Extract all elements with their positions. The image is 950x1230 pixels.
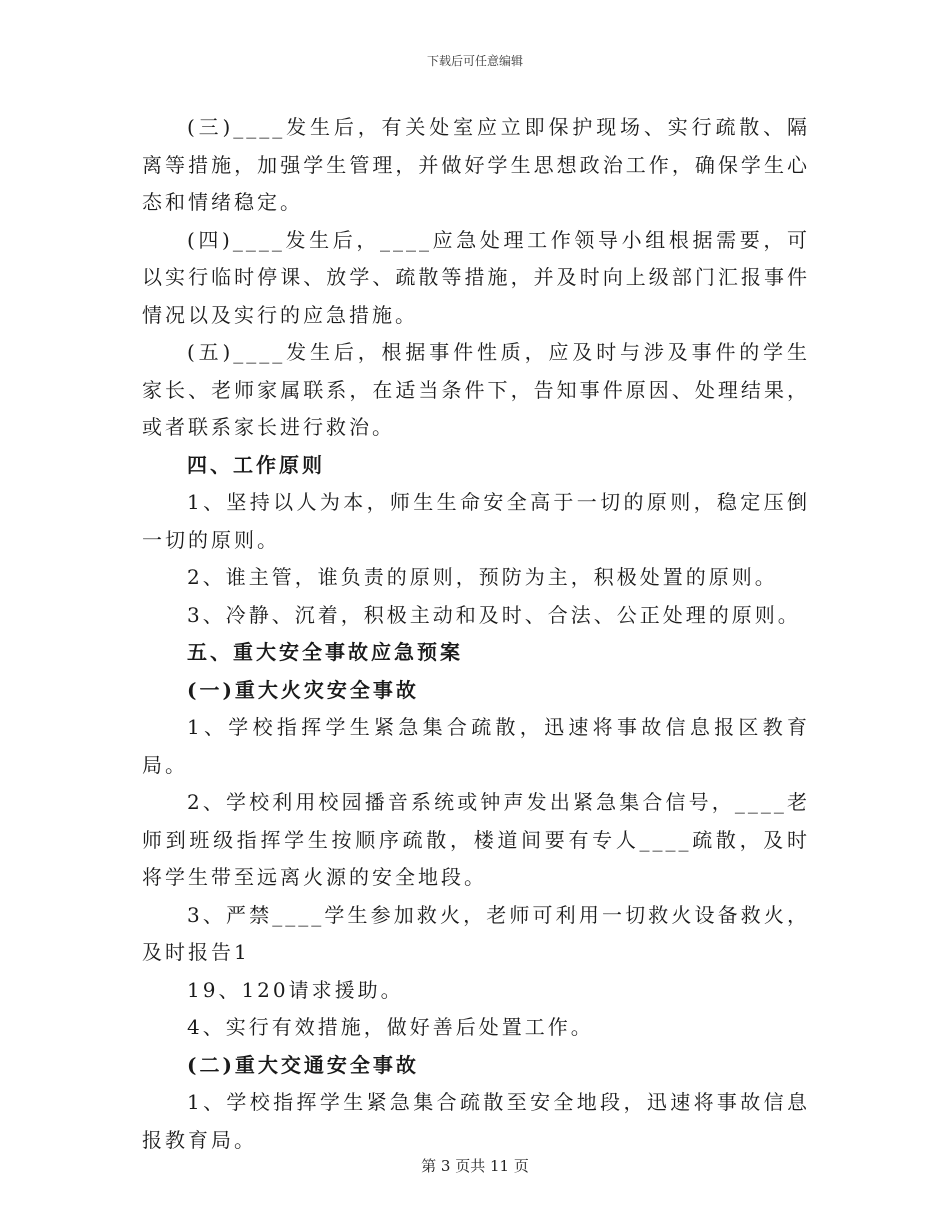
paragraph: 19、120请求援助。 [187, 977, 404, 1002]
section-heading: 四、工作原则 [187, 452, 325, 477]
page-number: 第 3 页共 11 页 [421, 1157, 529, 1175]
paragraph: 1、坚持以人为本，师生生命安全高于一切的原则，稳定压倒一切的原则。 [142, 490, 810, 552]
page-header: 下载后可任意编辑 [426, 54, 523, 68]
subsection-heading: (二)重大交通安全事故 [187, 1052, 419, 1077]
paragraph: (三)____发生后，有关处室应立即保护现场、实行疏散、隔离等措施，加强学生管理，并做好学生思想政治工作，确保学生心态和情绪稳定。 [142, 115, 810, 214]
paragraph: 1、学校指挥学生紧急集合疏散至安全地段，迅速将事故信息报教育局。 [142, 1090, 810, 1152]
paragraph: 2、谁主管，谁负责的原则，预防为主，积极处置的原则。 [187, 565, 778, 589]
paragraph: (四)____发生后，____应急处理工作领导小组根据需要，可以实行临时停课、放学、疏散等措施，并及时向上级部门汇报事件情况以及实行的应急措施。 [142, 227, 810, 327]
paragraph: 2、学校利用校园播音系统或钟声发出紧急集合信号，____老师到班级指挥学生按顺序疏散，楼道间要有专人____疏散，及时将学生带至远离火源的安全地段。 [142, 790, 810, 889]
paragraph: 3、冷静、沉着，积极主动和及时、合法、公正处理的原则。 [187, 602, 801, 627]
paragraph: 1、学校指挥学生紧急集合疏散，迅速将事故信息报区教育局。 [142, 715, 810, 777]
subsection-heading: (一)重大火灾安全事故 [187, 677, 419, 702]
paragraph: (五)____发生后，根据事件性质，应及时与涉及事件的学生家长、老师家属联系，在适当条件下，告知事件原因、处理结果，或者联系家长进行救治。 [142, 340, 810, 439]
paragraph: 4、实行有效措施，做好善后处置工作。 [187, 1015, 594, 1039]
paragraph: 3、严禁____学生参加救火，老师可利用一切救火设备救火，及时报告1 [142, 902, 810, 964]
section-heading: 五、重大安全事故应急预案 [187, 640, 463, 664]
document-body [142, 109, 810, 1159]
